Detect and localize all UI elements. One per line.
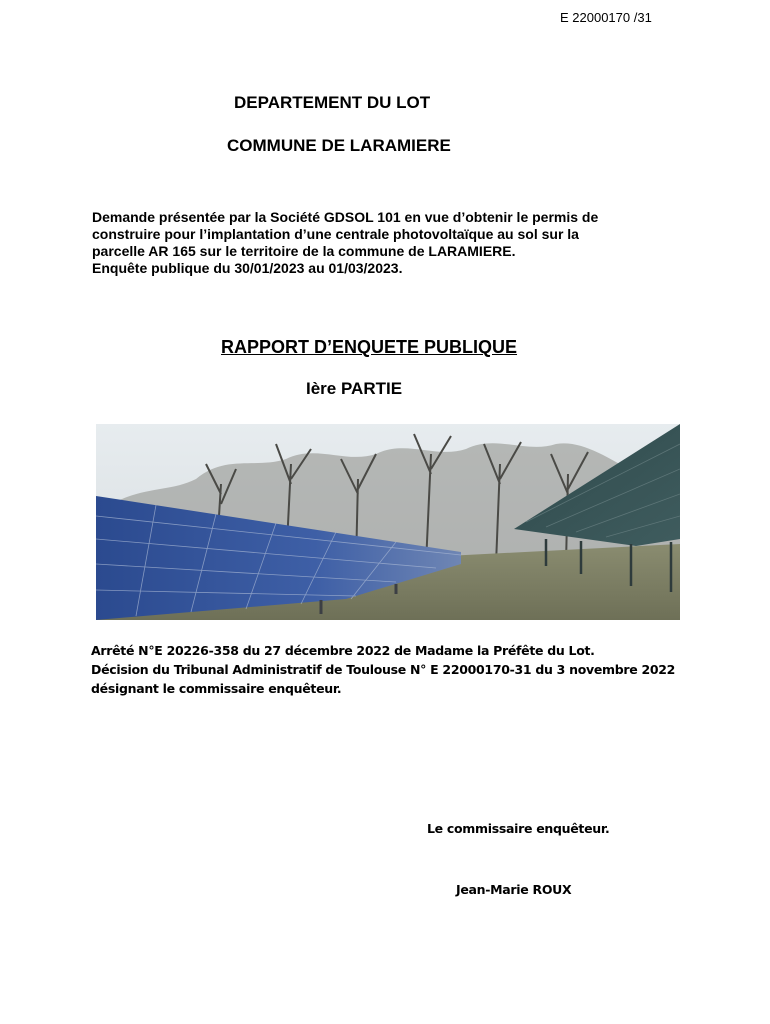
document-reference: E 22000170 /31 [560, 10, 652, 25]
report-title: RAPPORT D’ENQUETE PUBLIQUE [221, 337, 518, 357]
request-paragraph [92, 209, 692, 277]
legal-references [91, 641, 675, 698]
request-line: Demande présentée par la Société GDSOL 101 en vue d’obtenir le permis de [92, 209, 599, 225]
request-line: construire pour l’implantation d’une centrale photovoltaïque au sol sur la [92, 226, 579, 242]
legal-line: Décision du Tribunal Administratif de Toulouse N° E 22000170-31 du 3 novembre 2022 [91, 662, 676, 677]
request-line: Enquête publique du 30/01/2023 au 01/03/2023. [92, 260, 403, 276]
signatory-role: Le commissaire enquêteur. [427, 821, 610, 836]
department-heading: DEPARTEMENT DU LOT [234, 93, 431, 112]
commune-heading: COMMUNE DE LARAMIERE [227, 136, 451, 155]
solar-panels-photo [96, 424, 680, 620]
report-part: Ière PARTIE [306, 379, 403, 398]
request-line: parcelle AR 165 sur le territoire de la commune de LARAMIERE. [92, 243, 516, 259]
signatory-name: Jean-Marie ROUX [456, 882, 572, 897]
legal-line: Arrêté N°E 20226-358 du 27 décembre 2022 de Madame la Préfête du Lot. [91, 643, 595, 658]
legal-line: désignant le commissaire enquêteur. [91, 681, 342, 696]
